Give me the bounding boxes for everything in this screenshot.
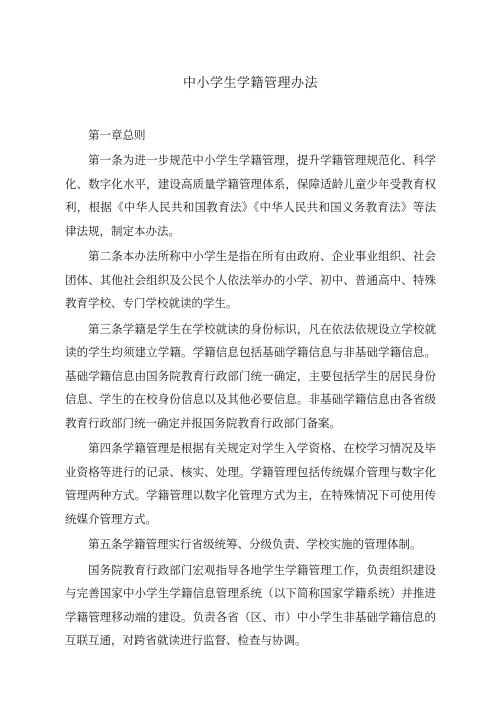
article-5-paragraph: 第五条学籍管理实行省级统筹、分级负责、学校实施的管理体制。 — [88, 537, 422, 551]
article-1-paragraph: 第一条为进一步规范中小学生学籍管理，提升学籍管理规范化、科学化、数字化水平，建设高质量学籍管理体系，保障适龄儿童少年受教育权利，根据《中华人民共和国教育法》《中华人民共和国义务教育法》等法律法规，制定本办法。 — [65, 153, 436, 238]
article-4-paragraph: 第四条学籍管理是根据有关规定对学生入学资格、在校学习情况及毕业资格等进行的记录、核实、处理。学籍管理包括传统媒介管理与数字化管理两种方式。学籍管理以数字化管理方式为主，在特殊情况下可使用传统媒介管理方式。 — [65, 441, 436, 526]
document-body — [65, 124, 436, 653]
article-3-paragraph: 第三条学籍是学生在学校就读的身份标识，凡在依法依规设立学校就读的学生均须建立学籍。学籍信息包括基础学籍信息与非基础学籍信息。基础学籍信息由国务院教育行政部门统一确定，主要包括学生的居民身份信息、学生的在校身份信息以及其他必要信息。非基础学籍信息由各省级教育行政部门统一确定并报国务院教育行政部门备案。 — [65, 321, 436, 430]
article-5-detail-paragraph: 国务院教育行政部门宏观指导各地学生学籍管理工作，负责组织建设与完善国家中小学生学籍信息管理系统（以下简称国家学籍系统）并推进学籍管理移动端的建设。负责各省（区、市）中小学生非基础学籍信息的互联互通，对跨省就读进行监督、检查与协调。 — [65, 562, 436, 647]
document-title: 中小学生学籍管理办法 — [182, 76, 318, 91]
article-2-paragraph: 第二条本办法所称中小学生是指在所有由政府、企业事业组织、社会团体、其他社会组织及公民个人依法举办的小学、初中、普通高中、特殊教育学校、专门学校就读的学生。 — [65, 249, 436, 310]
chapter-heading: 第一章总则 — [88, 128, 146, 142]
